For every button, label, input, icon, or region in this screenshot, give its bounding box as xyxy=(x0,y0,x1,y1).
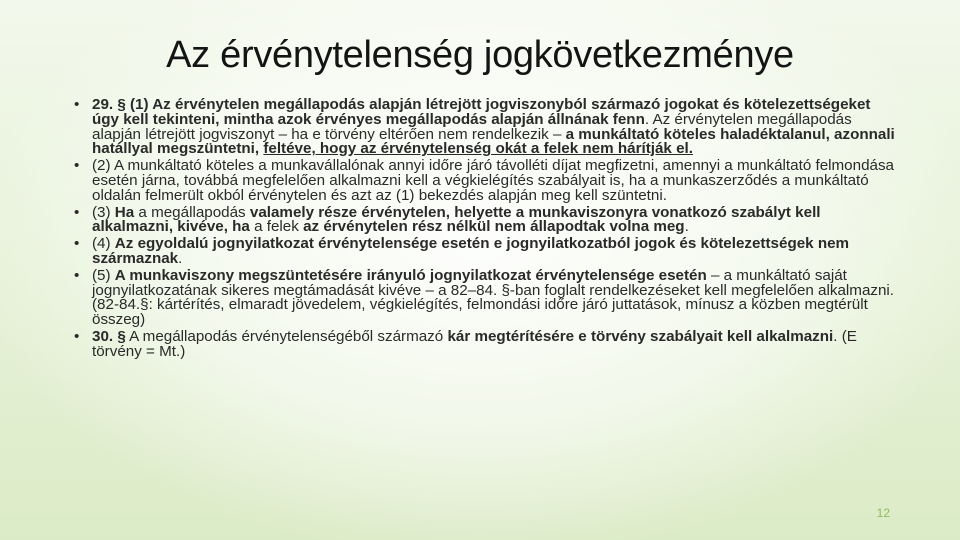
bullet-text-segment: (5) xyxy=(92,266,115,284)
bullet-item xyxy=(74,98,900,157)
bullet-text-segment: Az egyoldalú jognyilatkozat érvénytelensége esetén e jognyilatkozatból jogok és kötelezettségek nem származnak xyxy=(92,235,850,267)
bullet-marker: • xyxy=(74,327,80,345)
bullet-marker: • xyxy=(74,235,80,253)
bullet-text-segment: . xyxy=(178,249,183,267)
bullet-text-segment: a munkáltató köteles haladéktalanul, azonnali hatállyal megszüntetni, xyxy=(92,125,895,158)
bullet-text-segment: (4) xyxy=(92,235,115,253)
bullet-text-segment: . xyxy=(684,218,689,236)
bullet-marker: • xyxy=(74,157,80,175)
bullet-text-segment: valamely része érvénytelen, helyette a munkaviszonyra vonatkozó szabályt kell alkalmazni, kivéve, ha xyxy=(92,203,821,236)
bullet-text-segment: Ha xyxy=(114,203,135,221)
bullet-text-segment: az érvénytelen rész nélkül nem állapodtak volna meg xyxy=(303,218,685,236)
bullet-text-segment: 30. § xyxy=(92,327,126,345)
bullet-text-segment: A megállapodás érvénytelenségéből származó xyxy=(125,327,448,345)
bullet-text-segment: . (E törvény = Mt.) xyxy=(92,327,857,360)
bullet-text-segment: feltéve, hogy az érvénytelenség okát a felek nem hárítják el. xyxy=(263,140,693,158)
bullet-item xyxy=(74,203,900,236)
slide-title: Az érvénytelenség jogkövetkezménye xyxy=(166,34,794,76)
bullet-marker: • xyxy=(74,266,80,284)
bullet-item xyxy=(74,159,900,203)
bullet-marker: • xyxy=(74,203,80,221)
bullet-text-segment: 29. § (1) Az érvénytelen megállapodás alapján létrejött jogviszonyból származó jogokat és kötelezettségeket úgy kell tekinteni, mintha azok érvényes megállapodás alapján állnának fenn xyxy=(92,96,871,128)
bullet-item xyxy=(74,327,900,360)
bullet-text-segment: – a munkáltató saját jognyilatkozatának sikeres megtámadását kivéve – a 82–84. §-ban foglalt rendelkezéseket kell megfelelően alkalmazni. (82-84.§: kártérítés, elmaradt jövedelem, végkielégítés, felmondási időre járó juttatások, mínusz a közben megtérült összeg) xyxy=(92,266,895,329)
bullet-text-segment: a felek xyxy=(249,218,304,236)
bullet-marker: • xyxy=(74,96,80,113)
bullet-text-segment: a megállapodás xyxy=(134,203,250,221)
bullet-text-segment: (3) xyxy=(92,203,115,221)
bullet-text-segment: kár megtérítésére e törvény szabályait kell alkalmazni xyxy=(447,327,834,345)
bullet-item xyxy=(74,237,900,267)
bullet-list xyxy=(74,98,900,360)
bullet-item xyxy=(74,266,900,329)
bullet-text-segment: (2) A munkáltató köteles a munkavállalónak annyi időre járó távolléti díjat megfizetni, amennyi a munkáltató felmondása esetén járna, továbbá megfelelően alkalmazni kell a végkielégítés szabályait is, ha a munkaszerződés a munkáltató oldalán felmerült okból érvénytelen és azt az (1) bekezdés alapján meg kell szüntetni. xyxy=(92,157,894,204)
bullet-text-segment: A munkaviszony megszüntetésére irányuló jognyilatkozat érvénytelensége esetén xyxy=(114,266,707,284)
slide-content xyxy=(74,98,900,362)
page-number: 12 xyxy=(876,506,890,520)
bullet-text-segment: . Az érvénytelen megállapodás alapján létrejött jogviszonyt – ha e törvény eltérően nem rendelkezik – xyxy=(92,110,852,143)
